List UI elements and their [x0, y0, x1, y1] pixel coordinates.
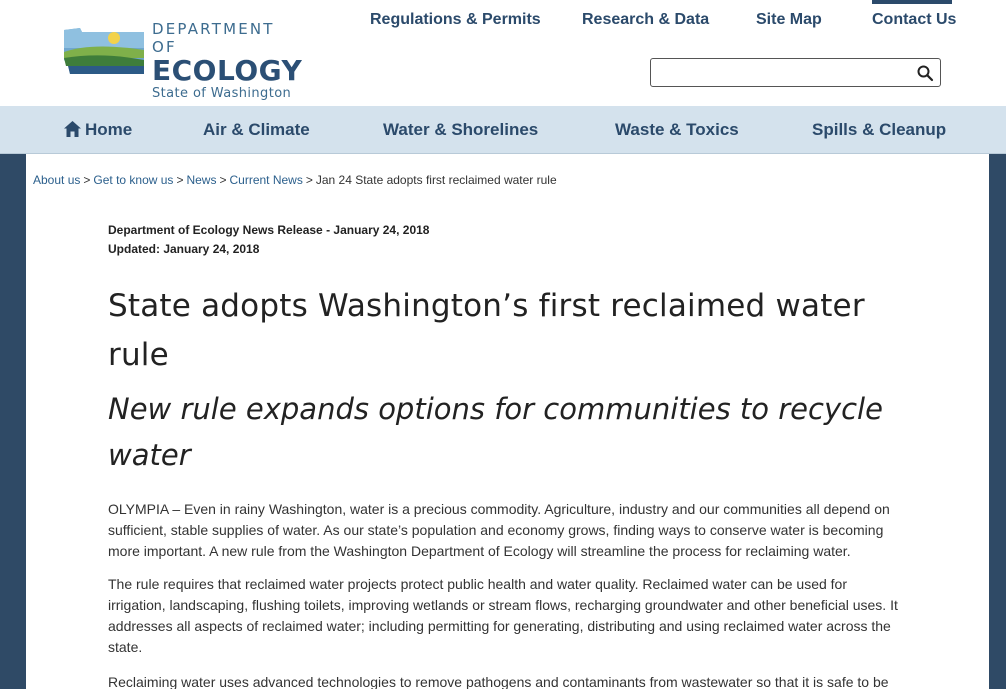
contact-active-bar — [872, 0, 952, 4]
breadcrumb — [33, 173, 557, 187]
utility-link-site-map[interactable]: Site Map — [756, 11, 822, 28]
breadcrumb-separator: > — [305, 173, 313, 187]
site-header — [0, 0, 1006, 106]
breadcrumb-separator: > — [83, 173, 91, 187]
article-paragraph-2: The rule requires that reclaimed water projects protect public health and water quality. Reclaimed water can be used for irrigation, landscaping, flushing toilets, improving wetlands or stream flows, recharging groundwater and other beneficial uses. It addresses all aspects of reclaimed water; including permitting for generating, distributing and using reclaimed water across the state. — [108, 576, 898, 655]
breadcrumb-separator: > — [176, 173, 184, 187]
utility-link-research-data[interactable]: Research & Data — [582, 11, 710, 28]
main-nav — [0, 106, 1006, 154]
logo-department: DEPARTMENT OF — [152, 20, 275, 56]
search-icon[interactable] — [916, 64, 934, 82]
utility-nav — [0, 0, 1006, 40]
nav-item-home-label: Home — [85, 120, 133, 139]
breadcrumb-link-current-news[interactable]: Current News — [229, 173, 303, 187]
logo-ecology: ECOLOGY — [152, 54, 303, 87]
page-title: State adopts Washington’s first reclaimed water rule — [108, 288, 865, 373]
breadcrumb-separator: > — [219, 173, 227, 187]
updated-line: Updated: January 24, 2018 — [108, 242, 260, 256]
release-info — [108, 221, 429, 259]
nav-item-home[interactable] — [64, 120, 132, 140]
breadcrumb-link-news[interactable]: News — [186, 173, 217, 187]
breadcrumb-link-about-us[interactable]: About us — [33, 173, 81, 187]
nav-item-spills-cleanup[interactable]: Spills & Cleanup — [812, 120, 947, 139]
page-subtitle: New rule expands options for communities to recycle water — [108, 392, 883, 472]
release-line: Department of Ecology News Release - January 24, 2018 — [108, 223, 430, 237]
breadcrumb-current: Jan 24 State adopts first reclaimed water rule — [315, 173, 557, 187]
utility-link-contact-us[interactable]: Contact Us — [872, 11, 957, 28]
nav-item-air-climate[interactable]: Air & Climate — [203, 120, 310, 139]
home-icon — [64, 121, 81, 137]
nav-item-water-shorelines[interactable]: Water & Shorelines — [383, 120, 539, 139]
search-input[interactable] — [657, 63, 907, 83]
logo-state: State of Washington — [152, 86, 292, 101]
page-side-band-left — [0, 154, 26, 689]
page-side-band-right — [989, 154, 1006, 689]
breadcrumb-link-get-to-know-us[interactable]: Get to know us — [93, 173, 174, 187]
utility-link-regulations-permits[interactable]: Regulations & Permits — [370, 11, 541, 28]
search-box — [650, 58, 941, 87]
article-paragraph-3: Reclaiming water uses advanced technologies to remove pathogens and contaminants from wastewater so that it is safe to be — [108, 674, 889, 689]
nav-item-waste-toxics[interactable]: Waste & Toxics — [615, 120, 739, 139]
main-content — [26, 154, 989, 689]
article-paragraph-1: OLYMPIA – Even in rainy Washington, water is a precious commodity. Agriculture, industry and our communities all depend on sufficient, stable supplies of water. As our state’s population and economy grows, finding ways to conserve water is becoming more important. A new rule from the Washington Department of Ecology will streamline the process for reclaiming water. — [108, 501, 890, 559]
